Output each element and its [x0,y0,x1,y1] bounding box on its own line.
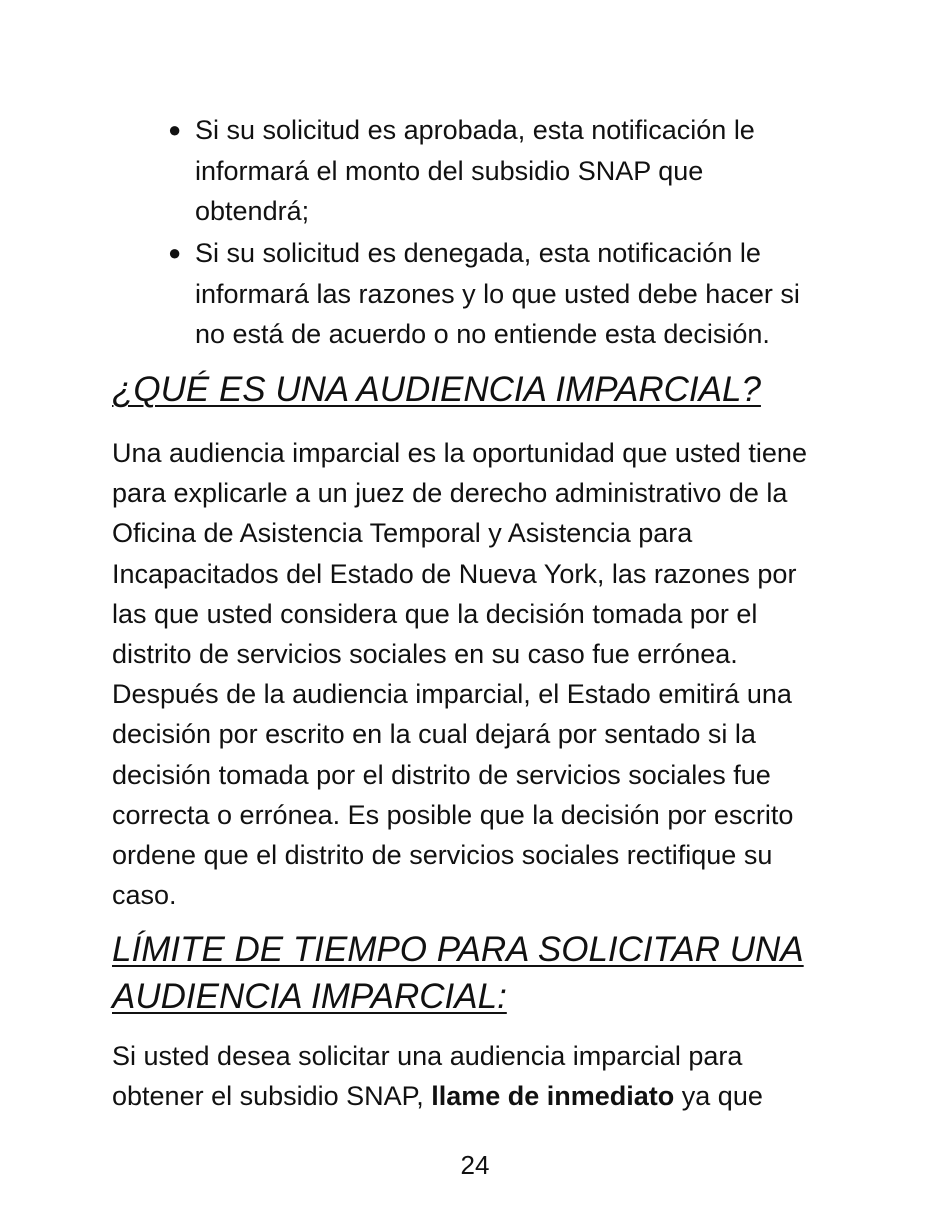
bullet-line: informará el monto del subsidio SNAP que [195,156,704,186]
paragraph-line: Si usted desea solicitar una audiencia imparcial para [112,1041,743,1071]
paragraph-line [112,1076,763,1116]
paragraph-line: correcta o errónea. Es posible que la decisión por escrito [112,799,794,830]
page-number: 24 [460,1150,490,1180]
section-heading: ¿QUÉ ES UNA AUDIENCIA IMPARCIAL? [112,370,761,409]
section-heading: AUDIENCIA IMPARCIAL: [112,977,507,1016]
bullet-line: obtendrá; [195,196,310,226]
paragraph-line: distrito de servicios sociales en su caso fue errónea. [112,639,738,669]
bullet-line: Si su solicitud es aprobada, esta notificación le [195,115,755,145]
paragraph-line: Una audiencia imparcial es la oportunidad que usted tiene [112,438,807,468]
bold-text: llame de inmediato [431,1081,675,1111]
paragraph-line: Incapacitados del Estado de Nueva York, las razones por [112,558,797,589]
bullet-line: Si su solicitud es denegada, esta notificación le [195,238,761,268]
bullet-marker: ● [168,240,182,265]
paragraph-line: decisión tomada por el distrito de servicios sociales fue [112,759,771,790]
bullet-marker: ● [168,117,182,142]
paragraph-line: ordene que el distrito de servicios sociales rectifique su [112,840,773,870]
paragraph-line: para explicarle a un juez de derecho administrativo de la [112,478,788,509]
section-heading: LÍMITE DE TIEMPO PARA SOLICITAR UNA [112,930,804,969]
bullet-line: no está de acuerdo o no entiende esta decisión. [195,319,770,349]
paragraph-line: Oficina de Asistencia Temporal y Asistencia para [112,518,693,549]
paragraph-line: caso. [112,880,177,911]
paragraph-line: decisión por escrito en la cual dejará por sentado si la [112,719,756,750]
text: ya que [674,1081,763,1111]
paragraph-line: las que usted considera que la decisión tomada por el [112,598,758,629]
text: obtener el subsidio SNAP, [112,1081,432,1111]
bullet-line: informará las razones y lo que usted debe hacer si [195,279,800,309]
paragraph-line: Después de la audiencia imparcial, el Estado emitirá una [112,679,792,710]
